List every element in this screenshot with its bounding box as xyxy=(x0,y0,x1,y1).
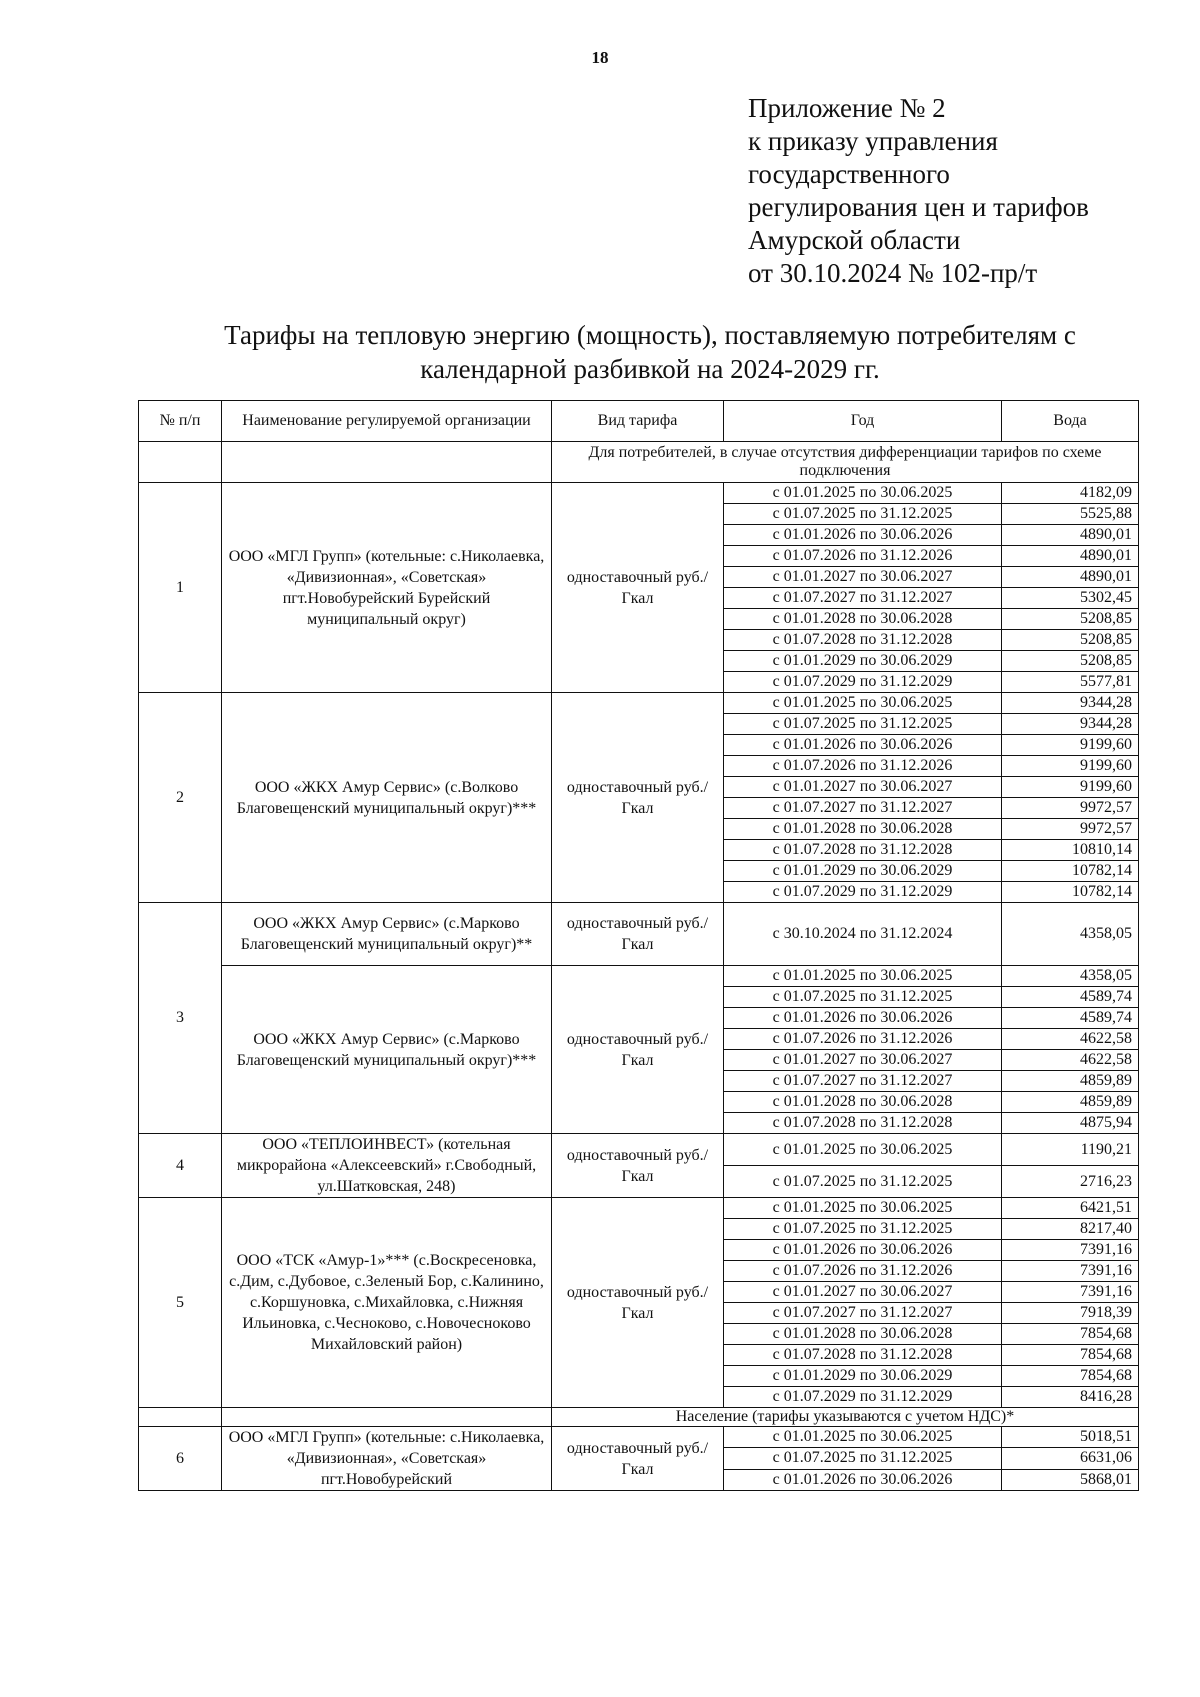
period-cell: с 01.01.2026 по 30.06.2026 xyxy=(724,525,1002,546)
period-cell: с 01.01.2029 по 30.06.2029 xyxy=(724,1366,1002,1387)
value-cell: 6631,06 xyxy=(1002,1448,1139,1469)
table-row xyxy=(139,1427,1139,1448)
value-cell: 4358,05 xyxy=(1002,966,1139,987)
period-cell: с 01.01.2029 по 30.06.2029 xyxy=(724,651,1002,672)
value-cell: 7854,68 xyxy=(1002,1345,1139,1366)
subheader-row xyxy=(139,1408,1139,1427)
value-cell: 4358,05 xyxy=(1002,903,1139,966)
value-cell: 7918,39 xyxy=(1002,1303,1139,1324)
period-cell: с 01.01.2027 по 30.06.2027 xyxy=(724,1050,1002,1071)
tariff-type: одноставочный руб./Гкал xyxy=(552,966,724,1134)
header-water: Вода xyxy=(1002,401,1139,442)
period-cell: с 01.07.2025 по 31.12.2025 xyxy=(724,1166,1002,1198)
tariff-type: одноставочный руб./Гкал xyxy=(552,693,724,903)
value-cell: 5868,01 xyxy=(1002,1469,1139,1490)
value-cell: 5577,81 xyxy=(1002,672,1139,693)
row-num: 6 xyxy=(139,1427,222,1491)
period-cell: с 01.07.2026 по 31.12.2026 xyxy=(724,1261,1002,1282)
period-cell: с 01.07.2027 по 31.12.2027 xyxy=(724,1071,1002,1092)
period-cell: с 01.07.2027 по 31.12.2027 xyxy=(724,588,1002,609)
value-cell: 9972,57 xyxy=(1002,798,1139,819)
period-cell: с 01.01.2028 по 30.06.2028 xyxy=(724,1092,1002,1113)
period-cell: с 01.07.2025 по 31.12.2025 xyxy=(724,714,1002,735)
value-cell: 4622,58 xyxy=(1002,1029,1139,1050)
row-num: 5 xyxy=(139,1198,222,1408)
period-cell: с 01.07.2027 по 31.12.2027 xyxy=(724,798,1002,819)
tariff-type: одноставочный руб./Гкал xyxy=(552,1134,724,1198)
value-cell: 2716,23 xyxy=(1002,1166,1139,1198)
tariff-type: одноставочный руб./Гкал xyxy=(552,1427,724,1491)
value-cell: 4182,09 xyxy=(1002,483,1139,504)
value-cell: 10782,14 xyxy=(1002,861,1139,882)
subheader-no-diff: Для потребителей, в случае отсутствия дифференциации тарифов по схеме подключения xyxy=(552,442,1139,483)
period-cell: с 01.01.2027 по 30.06.2027 xyxy=(724,1282,1002,1303)
tariff-type: одноставочный руб./Гкал xyxy=(552,903,724,966)
org-name: ООО «МГЛ Групп» (котельные: с.Николаевка, «Дивизионная», «Советская» пгт.Новобурейский Бурейский муниципальный округ) xyxy=(222,483,552,693)
period-cell: с 01.07.2028 по 31.12.2028 xyxy=(724,630,1002,651)
table-row xyxy=(139,1198,1139,1219)
period-cell: с 01.01.2026 по 30.06.2026 xyxy=(724,1469,1002,1490)
period-cell: с 01.07.2026 по 31.12.2026 xyxy=(724,1029,1002,1050)
period-cell: с 01.07.2028 по 31.12.2028 xyxy=(724,1113,1002,1134)
org-name: ООО «ЖКХ Амур Сервис» (с.Волково Благовещенский муниципальный округ)*** xyxy=(222,693,552,903)
header-year: Год xyxy=(724,401,1002,442)
period-cell: с 01.01.2027 по 30.06.2027 xyxy=(724,777,1002,798)
period-cell: с 01.01.2028 по 30.06.2028 xyxy=(724,609,1002,630)
value-cell: 8217,40 xyxy=(1002,1219,1139,1240)
period-cell: с 01.07.2025 по 31.12.2025 xyxy=(724,1448,1002,1469)
value-cell: 9344,28 xyxy=(1002,693,1139,714)
value-cell: 4890,01 xyxy=(1002,567,1139,588)
header-type: Вид тарифа xyxy=(552,401,724,442)
period-cell: с 01.07.2026 по 31.12.2026 xyxy=(724,756,1002,777)
appendix-line: к приказу управления xyxy=(748,126,998,156)
period-cell: с 01.01.2028 по 30.06.2028 xyxy=(724,1324,1002,1345)
org-name: ООО «ТЕПЛОИНВЕСТ» (котельная микрорайона «Алексеевский» г.Свободный, ул.Шатковская, 248) xyxy=(222,1134,552,1198)
period-cell: с 01.07.2025 по 31.12.2025 xyxy=(724,504,1002,525)
period-cell: с 01.01.2028 по 30.06.2028 xyxy=(724,819,1002,840)
table-header-row xyxy=(139,401,1139,442)
tariff-type: одноставочный руб./Гкал xyxy=(552,483,724,693)
appendix-header xyxy=(748,92,1178,290)
value-cell: 7854,68 xyxy=(1002,1366,1139,1387)
value-cell: 7391,16 xyxy=(1002,1261,1139,1282)
row-num: 2 xyxy=(139,693,222,903)
value-cell: 4890,01 xyxy=(1002,546,1139,567)
tariff-type: одноставочный руб./Гкал xyxy=(552,1198,724,1408)
appendix-line: регулирования цен и тарифов xyxy=(748,192,1089,222)
title-line-1: Тарифы на тепловую энергию (мощность), поставляемую потребителям с xyxy=(224,320,1076,350)
title-line-2: календарной разбивкой на 2024-2029 гг. xyxy=(420,354,880,384)
value-cell: 4859,89 xyxy=(1002,1071,1139,1092)
value-cell: 9972,57 xyxy=(1002,819,1139,840)
period-cell: с 01.07.2025 по 31.12.2025 xyxy=(724,1219,1002,1240)
value-cell: 9344,28 xyxy=(1002,714,1139,735)
appendix-line: Приложение № 2 xyxy=(748,93,946,123)
table-row xyxy=(139,693,1139,714)
value-cell: 5208,85 xyxy=(1002,630,1139,651)
org-name: ООО «ЖКХ Амур Сервис» (с.Марково Благовещенский муниципальный округ)*** xyxy=(222,966,552,1134)
table-row xyxy=(139,483,1139,504)
value-cell: 1190,21 xyxy=(1002,1134,1139,1166)
value-cell: 5525,88 xyxy=(1002,504,1139,525)
value-cell: 9199,60 xyxy=(1002,756,1139,777)
value-cell: 5302,45 xyxy=(1002,588,1139,609)
value-cell: 4622,58 xyxy=(1002,1050,1139,1071)
period-cell: с 01.01.2025 по 30.06.2025 xyxy=(724,483,1002,504)
value-cell: 7391,16 xyxy=(1002,1240,1139,1261)
value-cell: 5208,85 xyxy=(1002,609,1139,630)
value-cell: 10810,14 xyxy=(1002,840,1139,861)
value-cell: 4890,01 xyxy=(1002,525,1139,546)
period-cell: с 01.07.2029 по 31.12.2029 xyxy=(724,1387,1002,1408)
period-cell: с 01.01.2026 по 30.06.2026 xyxy=(724,1008,1002,1029)
value-cell: 4589,74 xyxy=(1002,1008,1139,1029)
value-cell: 4589,74 xyxy=(1002,987,1139,1008)
document-title xyxy=(150,318,1150,386)
period-cell: с 01.07.2028 по 31.12.2028 xyxy=(724,1345,1002,1366)
table-row xyxy=(139,966,1139,987)
period-cell: с 01.07.2026 по 31.12.2026 xyxy=(724,546,1002,567)
page-number: 18 xyxy=(591,48,609,67)
period-cell: с 01.01.2027 по 30.06.2027 xyxy=(724,567,1002,588)
period-cell: с 01.01.2025 по 30.06.2025 xyxy=(724,966,1002,987)
value-cell: 7854,68 xyxy=(1002,1324,1139,1345)
period-cell: с 01.01.2029 по 30.06.2029 xyxy=(724,861,1002,882)
appendix-line: от 30.10.2024 № 102-пр/т xyxy=(748,258,1038,288)
period-cell: с 01.07.2025 по 31.12.2025 xyxy=(724,987,1002,1008)
value-cell: 7391,16 xyxy=(1002,1282,1139,1303)
period-cell: с 01.07.2027 по 31.12.2027 xyxy=(724,1303,1002,1324)
header-num: № п/п xyxy=(139,401,222,442)
period-cell: с 01.01.2025 по 30.06.2025 xyxy=(724,1427,1002,1448)
period-cell: с 01.07.2029 по 31.12.2029 xyxy=(724,672,1002,693)
header-org: Наименование регулируемой организации xyxy=(222,401,552,442)
appendix-line: Амурской области xyxy=(748,225,961,255)
period-cell: с 01.01.2025 по 30.06.2025 xyxy=(724,693,1002,714)
tariff-table xyxy=(138,400,1139,1491)
row-num: 1 xyxy=(139,483,222,693)
period-cell: с 01.01.2026 по 30.06.2026 xyxy=(724,1240,1002,1261)
row-num: 3 xyxy=(139,903,222,1134)
table-row xyxy=(139,903,1139,966)
period-cell: с 01.01.2026 по 30.06.2026 xyxy=(724,735,1002,756)
subheader-population: Население (тарифы указываются с учетом НДС)* xyxy=(552,1408,1139,1427)
period-cell: с 01.01.2025 по 30.06.2025 xyxy=(724,1198,1002,1219)
org-name: ООО «ЖКХ Амур Сервис» (с.Марково Благовещенский муниципальный округ)** xyxy=(222,903,552,966)
value-cell: 9199,60 xyxy=(1002,777,1139,798)
period-cell: с 30.10.2024 по 31.12.2024 xyxy=(724,903,1002,966)
period-cell: с 01.07.2029 по 31.12.2029 xyxy=(724,882,1002,903)
period-cell: с 01.01.2025 по 30.06.2025 xyxy=(724,1134,1002,1166)
value-cell: 9199,60 xyxy=(1002,735,1139,756)
value-cell: 4859,89 xyxy=(1002,1092,1139,1113)
value-cell: 5208,85 xyxy=(1002,651,1139,672)
value-cell: 10782,14 xyxy=(1002,882,1139,903)
appendix-line: государственного xyxy=(748,159,950,189)
period-cell: с 01.07.2028 по 31.12.2028 xyxy=(724,840,1002,861)
subheader-row xyxy=(139,442,1139,483)
value-cell: 4875,94 xyxy=(1002,1113,1139,1134)
table-row xyxy=(139,1134,1139,1166)
org-name: ООО «ТСК «Амур-1»*** (с.Воскресеновка, с.Дим, с.Дубовое, с.Зеленый Бор, с.Калинино, с.Коршуновка, с.Михайловка, с.Нижняя Ильиновка, с.Чесноково, с.Новочесноково Михайловский район) xyxy=(222,1198,552,1408)
row-num: 4 xyxy=(139,1134,222,1198)
value-cell: 6421,51 xyxy=(1002,1198,1139,1219)
value-cell: 5018,51 xyxy=(1002,1427,1139,1448)
org-name: ООО «МГЛ Групп» (котельные: с.Николаевка, «Дивизионная», «Советская» пгт.Новобурейский xyxy=(222,1427,552,1491)
value-cell: 8416,28 xyxy=(1002,1387,1139,1408)
